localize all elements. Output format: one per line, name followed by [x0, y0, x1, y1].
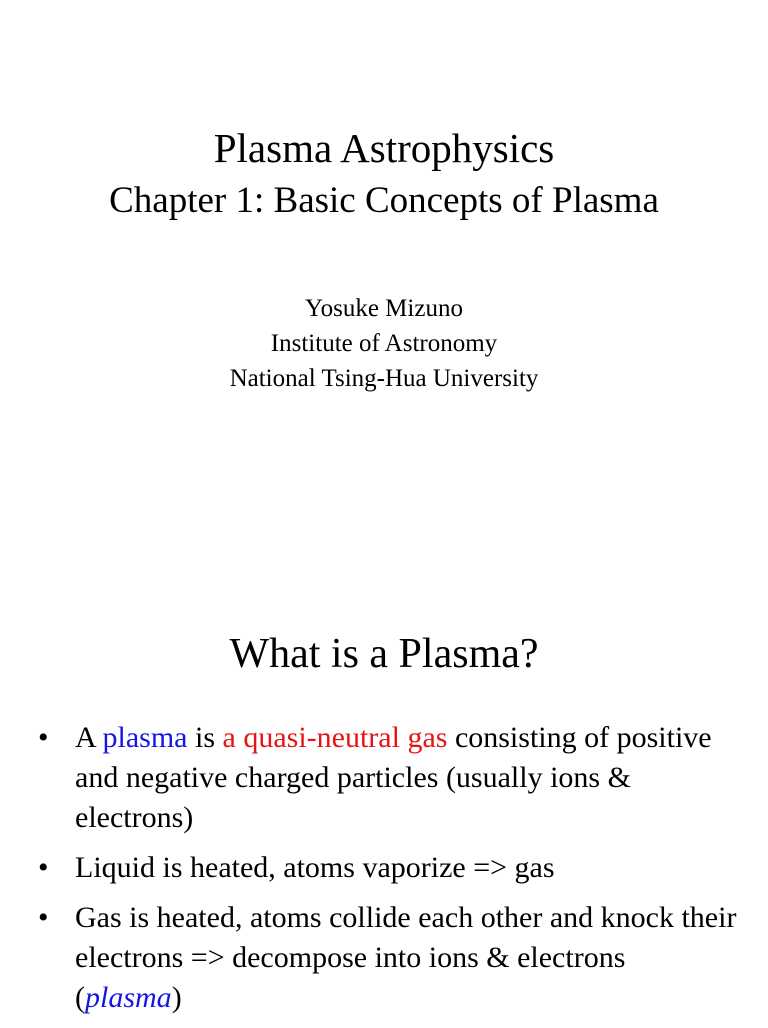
bullet-text: A	[75, 721, 103, 754]
bullet-text: consisting of positive and negative charged particles (usually ions & electrons)	[75, 721, 712, 834]
author-institute: Institute of Astronomy	[270, 330, 498, 357]
slide-title: Plasma Astrophysics	[213, 125, 555, 171]
title-slide	[0, 0, 768, 512]
content-slide-title: What is a Plasma?	[229, 631, 539, 677]
bullet-marker: •	[38, 851, 49, 884]
slide-subtitle: Chapter 1: Basic Concepts of Plasma	[109, 180, 659, 221]
bullet-text: )	[171, 981, 182, 1014]
quasi-neutral-term: a quasi-neutral gas	[222, 721, 448, 754]
bullet-item	[38, 848, 738, 888]
bullet-marker: •	[38, 901, 49, 934]
bullet-marker: •	[38, 721, 49, 754]
plasma-term: plasma	[102, 721, 188, 754]
bullet-text: is	[187, 721, 223, 754]
bullet-text: Liquid is heated, atoms vaporize => gas	[75, 851, 555, 884]
plasma-term-italic: plasma	[85, 981, 172, 1014]
bullet-list	[38, 718, 738, 1028]
bullet-text: Gas is heated, atoms collide each other and knock their electrons => decompose into ions & electrons (	[75, 901, 737, 1014]
bullet-item	[38, 718, 738, 838]
content-slide	[0, 512, 768, 1024]
author-block	[0, 291, 768, 396]
bullet-item	[38, 898, 738, 1018]
author-university: National Tsing-Hua University	[229, 365, 539, 392]
author-name: Yosuke Mizuno	[305, 295, 463, 322]
